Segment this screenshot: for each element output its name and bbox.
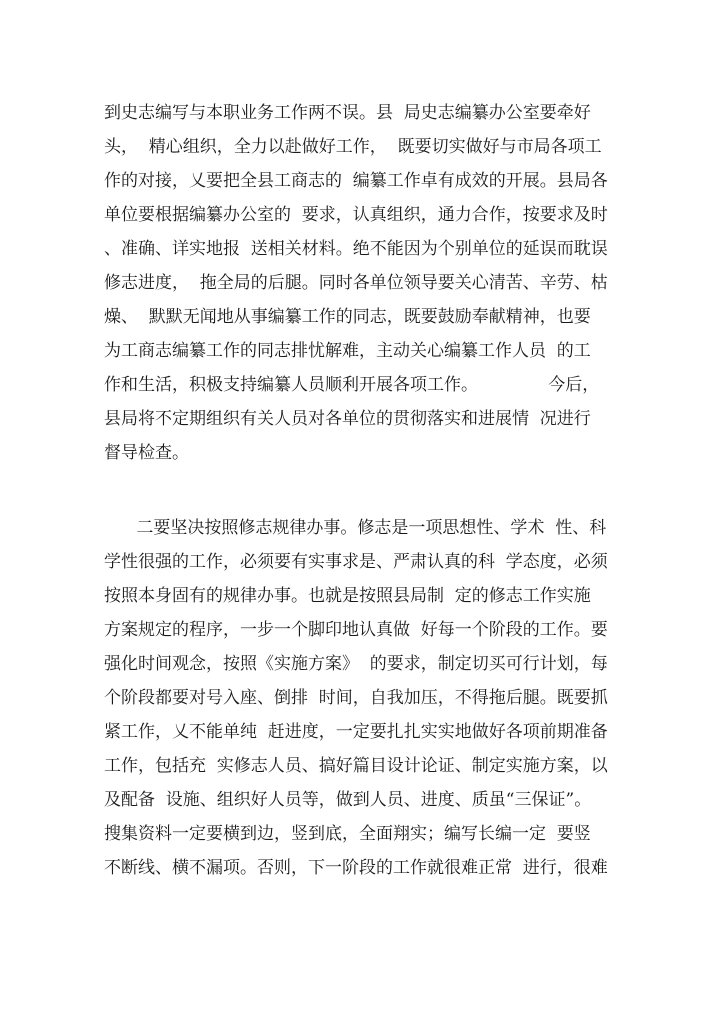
text-line: 强化时间观念，按照《实施方案》 的要求，制定切买可行计划，每	[104, 654, 608, 674]
text-line: 学性很强的工作，必须要有实事求是、严肃认真的科 学态度，必须	[104, 552, 608, 572]
text-line: 头， 精心组织，全力以赴做好工作， 既要切实做好与市局各项工	[104, 137, 602, 157]
text-line: 个阶段都要对号入座、倒排 时间，自我加压，不得拖后腿。既要抓	[104, 688, 608, 708]
text-line: 按照本身固有的规律办事。也就是按照县局制 定的修志工作实施	[104, 586, 591, 606]
text-line: 作和生活，积极支持编纂人员顺利开展各项工作。 今后，	[104, 375, 600, 395]
text-line: 修志进度， 拖全局的后腿。同时各单位领导要关心清苦、辛劳、枯	[104, 273, 608, 293]
text-line: 二要坚决按照修志规律办事。修志是一项思想性、学术 性、科	[104, 518, 607, 538]
text-line: 单位要根据编纂办公室的 要求，认真组织，通力合作，按要求及时	[104, 205, 608, 225]
paragraph-1	[104, 96, 624, 470]
text-line: 不断线、横不漏项。否则，下一阶段的工作就很难正常 进行，很难	[104, 858, 608, 878]
text-line: 到史志编写与本职业务工作两不误。县 局史志编纂办公室要牵好	[104, 103, 591, 123]
text-line: 作的对接，乂要把全县工商志的 编纂工作卓有成效的开展。县局各	[104, 171, 608, 191]
paragraph-2	[104, 511, 624, 885]
text-line: 紧工作，乂不能单纯 赶进度，一定要扎扎实实地做好各项前期准备	[104, 722, 608, 742]
text-line: 县局将不定期组织有关人员对各单位的贯彻落实和进展情 况进行	[104, 409, 591, 429]
text-line: 搜集资料一定要横到边，竖到底，全面翔实；编写长编一定 要竖	[104, 824, 591, 844]
text-line: 工作，包括充 实修志人员、搞好篇目设计论证、制定实施方案，以	[104, 756, 608, 776]
text-line: 燥、 默默无闻地从事编纂工作的同志，既要鼓励奉献精神，也要	[104, 307, 591, 327]
text-line: 、准确、详实地报 送相关材料。绝不能因为个别单位的延误而耽误	[104, 239, 608, 259]
text-line: 方案规定的程序，一步一个脚印地认真做 好每一个阶段的工作。要	[104, 620, 608, 640]
text-line: 及配备 设施、组织好人员等，做到人员、进度、质虽“三保证”。	[104, 790, 592, 810]
text-line: 为工商志编纂工作的同志排忧解难，主动关心编纂工作人员 的工	[104, 341, 591, 361]
text-line: 督导检查。	[104, 443, 189, 463]
